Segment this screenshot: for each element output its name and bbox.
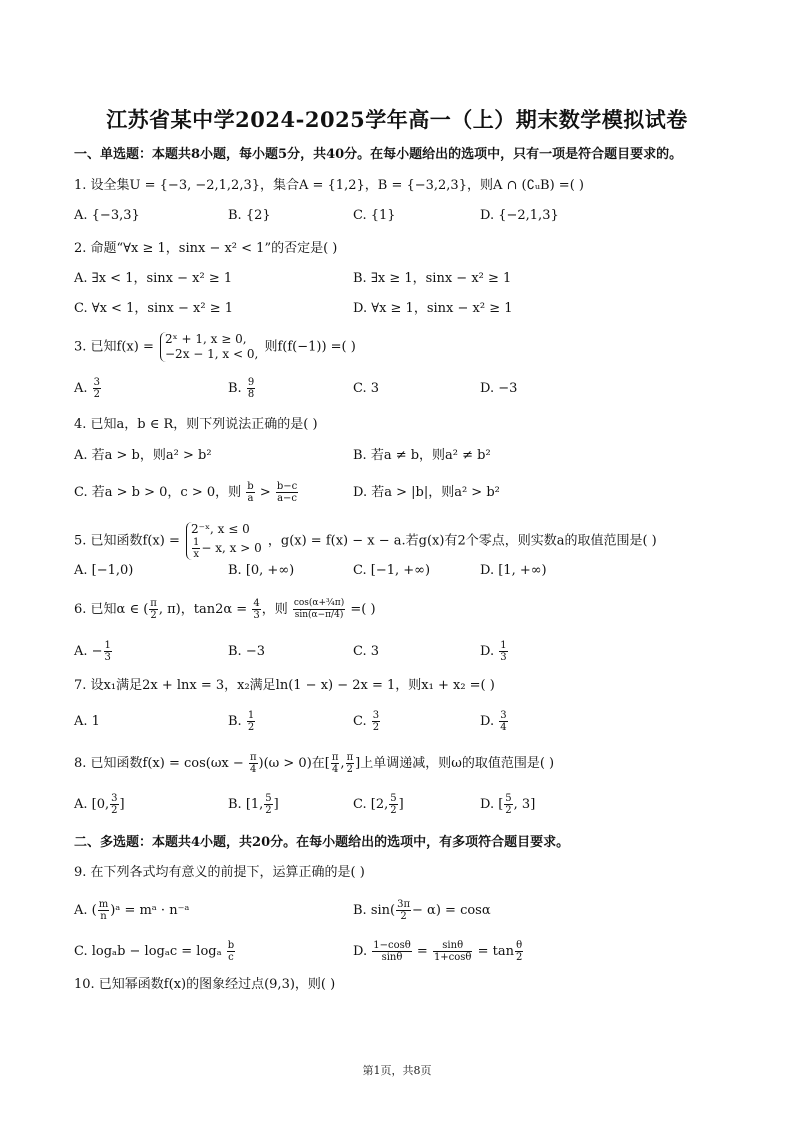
denominator: 2 <box>111 805 118 816</box>
denominator: 8 <box>247 389 255 400</box>
question-6-option-d <box>480 640 509 663</box>
numerator: 3 <box>500 710 507 721</box>
question-1-option-b: B. {2} <box>228 208 271 223</box>
denominator: 2 <box>400 911 407 922</box>
operator: > <box>259 485 271 500</box>
numerator: 9 <box>247 377 255 388</box>
numerator: b−c <box>276 481 298 492</box>
denominator: 2 <box>93 389 101 400</box>
stem-text: , π)，tan2α = <box>158 602 248 617</box>
numerator: 3 <box>111 793 118 804</box>
numerator: sinθ <box>433 940 473 952</box>
numerator: m <box>98 899 109 910</box>
question-2-option-d: D. ∀x ≥ 1，sinx − x² ≥ 1 <box>353 301 513 316</box>
fraction <box>247 710 255 733</box>
option-text: − α) = cosα <box>412 903 491 918</box>
denominator: 3 <box>253 610 260 621</box>
option-text: C. logₐb − logₐc = logₐ <box>74 944 222 959</box>
option-text: )ᵃ = mᵃ · n⁻ᵃ <box>110 903 190 918</box>
numerator: 3 <box>93 377 101 388</box>
fraction <box>104 640 112 663</box>
question-4-option-c <box>74 481 299 504</box>
numerator: 5 <box>505 793 512 804</box>
question-6-option-c: C. 3 <box>353 644 380 659</box>
stem-text: ，则 <box>261 602 288 617</box>
numerator: π <box>249 752 257 763</box>
option-text: B. sin( <box>353 903 396 918</box>
denominator: 3 <box>104 652 111 663</box>
denominator: 2 <box>265 805 272 816</box>
stem-text: 6. 已知α ∈ ( <box>74 602 149 617</box>
fraction <box>372 710 380 733</box>
denominator: sin(α−π/4) <box>294 610 344 620</box>
question-3-option-b <box>228 377 256 400</box>
denominator: a <box>247 493 254 504</box>
numerator: θ <box>516 940 523 951</box>
denominator: 4 <box>500 722 507 733</box>
fraction <box>276 481 298 504</box>
numerator: 1 <box>193 537 200 548</box>
fraction <box>227 940 235 963</box>
denominator: 1+cosθ <box>433 952 472 963</box>
denominator: a−c <box>277 493 298 504</box>
question-5-piecewise <box>186 522 262 560</box>
denominator: 2 <box>150 610 157 621</box>
question-3-option-a <box>74 377 102 400</box>
stem-text: , <box>340 756 345 771</box>
question-7-option-b <box>228 710 256 733</box>
option-text: ] <box>273 797 279 812</box>
question-8-option-c <box>353 793 404 816</box>
question-7-option-a: A. 1 <box>74 714 100 729</box>
option-text: A. ( <box>74 903 97 918</box>
option-label: D. <box>353 944 368 959</box>
question-4-stem: 4. 已知a，b ∈ R，则下列说法正确的是( ) <box>74 417 318 432</box>
option-label: C. <box>353 714 367 729</box>
question-3-piecewise <box>160 332 258 362</box>
fraction <box>499 640 507 663</box>
fraction <box>346 752 355 775</box>
question-4-option-b: B. 若a ≠ b，则a² ≠ b² <box>353 448 491 463</box>
denominator: 4 <box>331 764 339 775</box>
fraction <box>293 598 345 621</box>
question-8-option-b <box>228 793 279 816</box>
page-title: 江苏省某中学2024-2025学年高一（上）期末数学模拟试卷 <box>106 107 688 132</box>
question-3-case-1: 2ˣ + 1, x ≥ 0, <box>165 332 247 346</box>
operator: = <box>416 944 428 959</box>
fraction <box>264 793 272 816</box>
question-2-stem: 2. 命题“∀x ≥ 1，sinx − x² < 1”的否定是( ) <box>74 241 338 256</box>
question-7-stem: 7. 设x₁满足2x + lnx = 3，x₂满足ln(1 − x) − 2x = 1，则x₁ + x₂ =( ) <box>74 678 495 693</box>
option-text: ] <box>398 797 404 812</box>
numerator: 5 <box>390 793 397 804</box>
option-label: D. <box>480 714 495 729</box>
fraction <box>192 537 200 560</box>
question-5-option-c: C. [−1, +∞) <box>353 563 431 578</box>
question-1-option-c: C. {1} <box>353 208 396 223</box>
question-9-option-b <box>353 899 491 922</box>
question-5-option-d: D. [1, +∞) <box>480 563 547 578</box>
question-9-option-d <box>353 940 524 963</box>
question-1-option-a: A. {−3,3} <box>74 208 140 223</box>
question-1-stem: 1. 设全集U = {−3, −2,1,2,3}，集合A = {1,2}，B = {−3,2,3}，则A ∩ (∁ᵤB) =( ) <box>74 178 584 193</box>
question-1-option-d: D. {−2,1,3} <box>480 208 559 223</box>
fraction <box>396 899 411 922</box>
question-6-option-b: B. −3 <box>228 644 265 659</box>
denominator: 3 <box>500 652 507 663</box>
question-5-suffix: ，g(x) = f(x) − x − a.若g(x)有2个零点，则实数a的取值范围是( ) <box>267 533 657 549</box>
question-2-option-a: A. ∃x < 1，sinx − x² ≥ 1 <box>74 271 233 286</box>
denominator: n <box>100 911 107 922</box>
denominator: sinθ <box>381 952 403 963</box>
option-text: , 3] <box>513 797 536 812</box>
section-single-choice-header: 一、单选题：本题共8小题，每小题5分，共40分。在每小题给出的选项中，只有一项是符合题目要求的。 <box>74 147 683 162</box>
question-6-stem <box>74 598 376 621</box>
question-3-option-c: C. 3 <box>353 381 380 396</box>
denominator: 2 <box>247 722 255 733</box>
option-text: D. [ <box>480 797 504 812</box>
question-4-option-a: A. 若a > b，则a² > b² <box>74 448 212 463</box>
option-text: = tan <box>477 944 514 959</box>
question-5-option-a: A. [−1,0) <box>74 563 134 578</box>
denominator: 2 <box>505 805 512 816</box>
question-6-option-a <box>74 640 113 663</box>
question-2-option-b: B. ∃x ≥ 1，sinx − x² ≥ 1 <box>353 271 512 286</box>
option-text: C. 若a > b > 0，c > 0，则 <box>74 485 242 500</box>
question-5-stem <box>74 522 657 560</box>
question-10-stem: 10. 已知幂函数f(x)的图象经过点(9,3)，则( ) <box>74 977 336 992</box>
question-7-option-d <box>480 710 509 733</box>
numerator: cos(α+¾π) <box>293 598 345 608</box>
option-text: A. [0, <box>74 797 110 812</box>
option-text: B. [1, <box>228 797 264 812</box>
fraction <box>504 793 512 816</box>
denominator: 2 <box>390 805 397 816</box>
option-label: A. <box>74 381 88 396</box>
numerator: 1 <box>104 640 111 651</box>
question-3-stem <box>74 332 356 362</box>
stem-text: =( ) <box>350 602 376 617</box>
fraction <box>246 481 254 504</box>
option-label: B. <box>228 714 242 729</box>
numerator: 3π <box>397 899 411 910</box>
denominator: 2 <box>346 764 354 775</box>
fraction <box>252 598 260 621</box>
numerator: 5 <box>265 793 272 804</box>
section-multiple-choice-header: 二、多选题：本题共4小题，共20分。在每小题给出的选项中，有多项符合题目要求。 <box>74 835 570 850</box>
fraction <box>372 940 412 963</box>
fraction <box>93 377 101 400</box>
stem-text: ]上单调递减，则ω的取值范围是( ) <box>355 756 555 771</box>
question-4-option-d: D. 若a > |b|，则a² > b² <box>353 485 500 500</box>
case-text: − x, x > 0 <box>201 541 262 555</box>
numerator: 1−cosθ <box>373 940 411 951</box>
denominator: 2 <box>515 952 523 963</box>
question-8-option-d <box>480 793 535 816</box>
option-label: D. <box>480 644 495 659</box>
question-5-case-2 <box>191 537 262 560</box>
denominator: x <box>193 549 199 560</box>
question-8-option-a <box>74 793 125 816</box>
denominator: 2 <box>372 722 380 733</box>
question-9-stem: 9. 在下列各式均有意义的前提下，运算正确的是( ) <box>74 865 365 880</box>
option-label: B. <box>228 381 242 396</box>
fraction <box>110 793 118 816</box>
fraction <box>331 752 340 775</box>
numerator: π <box>331 752 339 763</box>
question-3-suffix: 则f(f(−1)) =( ) <box>264 339 356 355</box>
option-text: ] <box>119 797 125 812</box>
numerator: b <box>227 940 235 951</box>
question-2-option-c: C. ∀x < 1，sinx − x² ≥ 1 <box>74 301 234 316</box>
fraction <box>249 752 258 775</box>
numerator: 1 <box>500 640 507 651</box>
question-7-option-c <box>353 710 381 733</box>
question-5-option-b: B. [0, +∞) <box>228 563 295 578</box>
question-3-prefix: 3. 已知f(x) = <box>74 339 154 355</box>
stem-text: )(ω > 0)在[ <box>258 756 330 771</box>
numerator: π <box>150 598 157 609</box>
numerator: 3 <box>372 710 380 721</box>
denominator: 4 <box>250 764 257 775</box>
question-3-option-d: D. −3 <box>480 381 518 396</box>
question-5-prefix: 5. 已知函数f(x) = <box>74 533 180 549</box>
numerator: π <box>346 752 354 763</box>
fraction <box>247 377 255 400</box>
question-5-case-1: 2⁻ˣ, x ≤ 0 <box>191 522 250 536</box>
question-9-option-c <box>74 940 236 963</box>
fraction <box>98 899 109 922</box>
numerator: b <box>247 481 254 492</box>
page-footer: 第1页，共8页 <box>362 1064 432 1077</box>
fraction <box>389 793 397 816</box>
question-9-option-a <box>74 899 189 922</box>
numerator: 1 <box>247 710 255 721</box>
option-text: C. [2, <box>353 797 389 812</box>
stem-text: 8. 已知函数f(x) = cos(ωx − <box>74 756 244 771</box>
numerator: 4 <box>253 598 260 609</box>
question-8-stem <box>74 752 554 775</box>
fraction <box>499 710 507 733</box>
fraction <box>149 598 158 621</box>
option-label: A. − <box>74 644 103 659</box>
denominator: c <box>228 952 234 963</box>
question-3-case-2: −2x − 1, x < 0, <box>165 347 259 361</box>
fraction <box>433 940 473 963</box>
fraction <box>515 940 523 963</box>
